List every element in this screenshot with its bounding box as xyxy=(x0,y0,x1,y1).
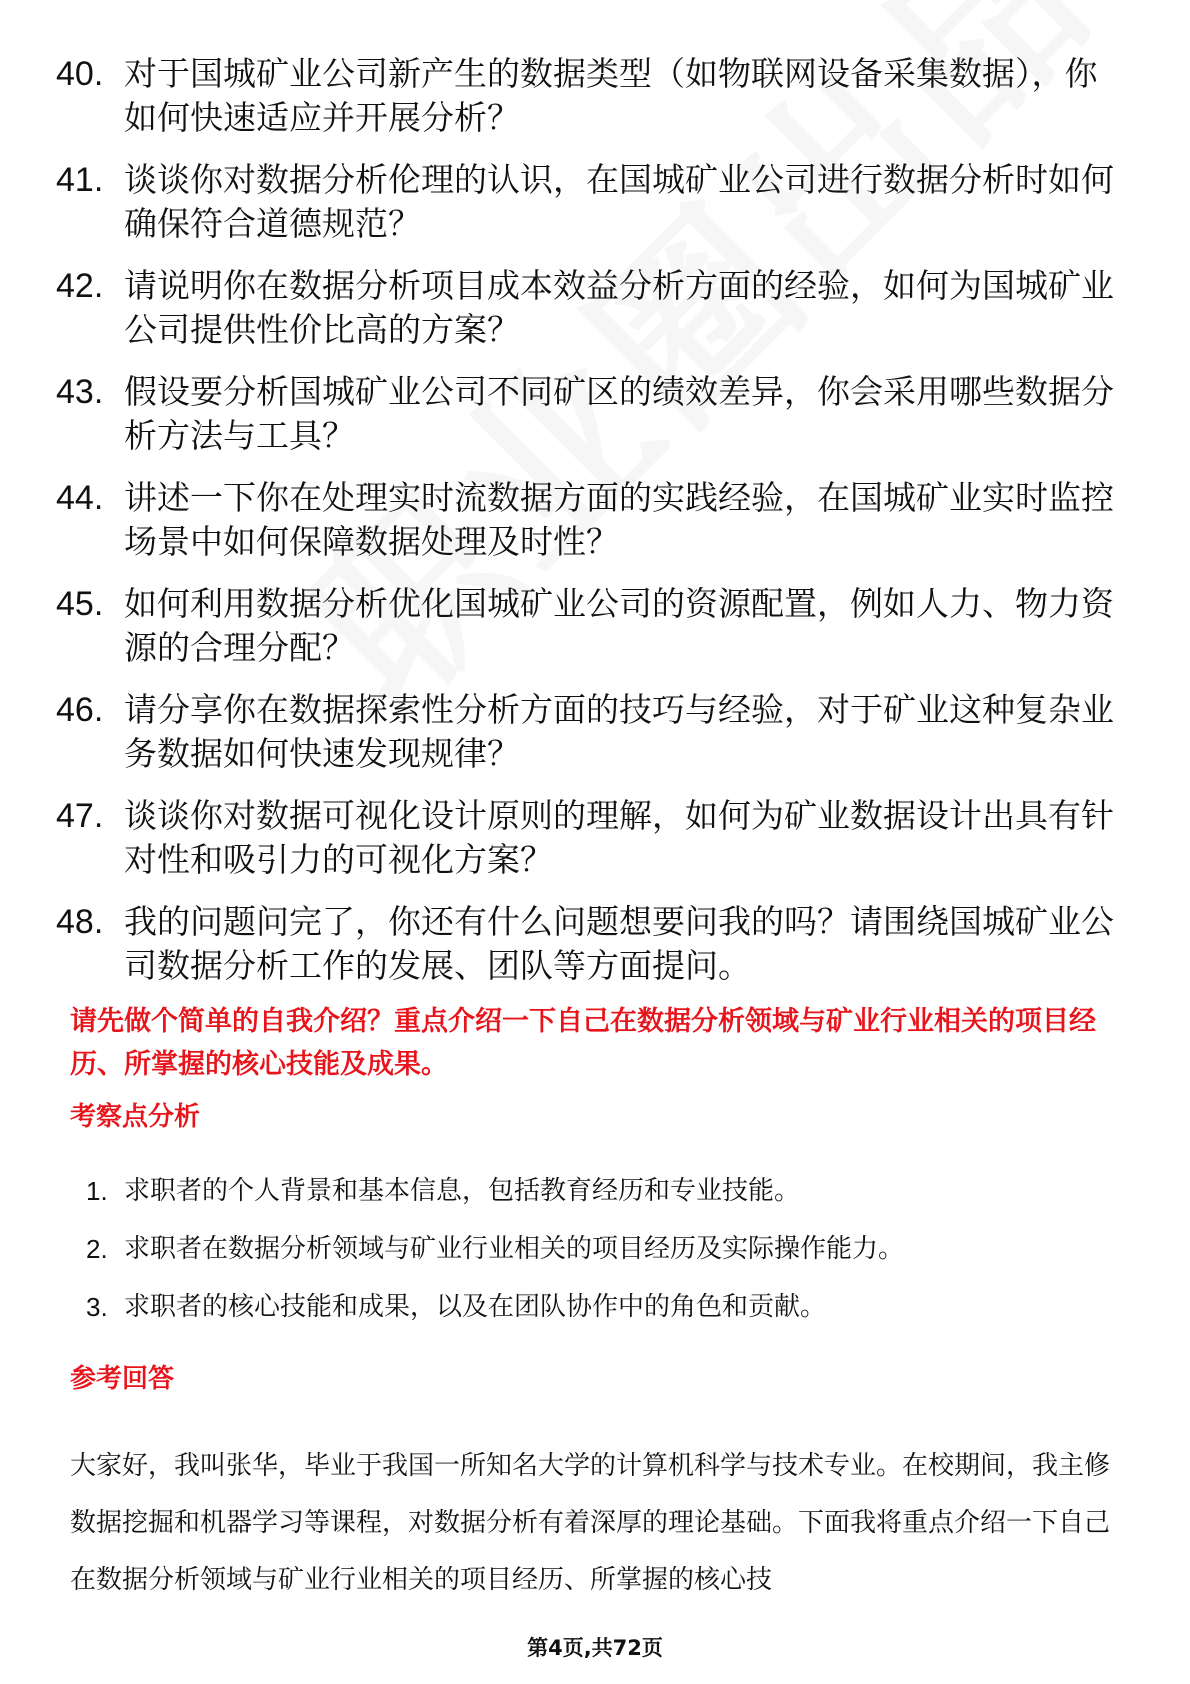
question-number: 40. xyxy=(56,55,104,93)
question-item xyxy=(56,158,1126,246)
question-item xyxy=(56,264,1126,352)
question-text: 我的问题问完了，你还有什么问题想要问我的吗？请围绕国城矿业公司数据分析工作的发展、团队等方面提问。 xyxy=(124,902,1114,985)
question-number: 41. xyxy=(56,161,104,199)
analysis-item xyxy=(86,1173,1126,1209)
question-number: 47. xyxy=(56,797,104,835)
answer-paragraph: 大家好，我叫张华，毕业于我国一所知名大学的计算机科学与技术专业。在校期间，我主修数据挖掘和机器学习等课程，对数据分析有着深厚的理论基础。下面我将重点介绍一下自己在数据分析领域与矿业行业相关的项目经历、所掌握的核心技 xyxy=(70,1451,1111,1595)
question-item xyxy=(56,900,1126,988)
question-list xyxy=(56,52,1126,1006)
analysis-text: 求职者的核心技能和成果，以及在团队协作中的角色和贡献。 xyxy=(124,1292,827,1322)
question-text: 请分享你在数据探索性分析方面的技巧与经验，对于矿业这种复杂业务数据如何快速发现规律？ xyxy=(124,690,1114,773)
question-text: 谈谈你对数据分析伦理的认识，在国城矿业公司进行数据分析时如何确保符合道德规范？ xyxy=(124,160,1114,243)
question-text: 请说明你在数据分析项目成本效益分析方面的经验，如何为国城矿业公司提供性价比高的方案？ xyxy=(124,266,1114,349)
analysis-number: 1. xyxy=(86,1176,108,1206)
question-item xyxy=(56,794,1126,882)
question-item xyxy=(56,688,1126,776)
question-number: 44. xyxy=(56,479,104,517)
analysis-item xyxy=(86,1289,1126,1325)
question-item xyxy=(56,52,1126,140)
question-number: 43. xyxy=(56,373,104,411)
analysis-text: 求职者的个人背景和基本信息，包括教育经历和专业技能。 xyxy=(124,1176,801,1206)
question-item xyxy=(56,582,1126,670)
question-number: 48. xyxy=(56,903,104,941)
analysis-item xyxy=(86,1231,1126,1267)
analysis-heading: 考察点分析 xyxy=(70,1102,201,1132)
question-number: 45. xyxy=(56,585,104,623)
question-item xyxy=(56,476,1126,564)
question-number: 46. xyxy=(56,691,104,729)
question-number: 42. xyxy=(56,267,104,305)
answer-heading: 参考回答 xyxy=(70,1364,175,1394)
question-text: 如何利用数据分析优化国城矿业公司的资源配置，例如人力、物力资源的合理分配？ xyxy=(124,584,1114,667)
question-text: 讲述一下你在处理实时流数据方面的实践经验，在国城矿业实时监控场景中如何保障数据处理及时性？ xyxy=(124,478,1114,561)
question-item xyxy=(56,370,1126,458)
analysis-text: 求职者在数据分析领域与矿业行业相关的项目经历及实际操作能力。 xyxy=(124,1234,905,1264)
question-text: 谈谈你对数据可视化设计原则的理解，如何为矿业数据设计出具有针对性和吸引力的可视化方案？ xyxy=(124,796,1114,879)
question-text: 假设要分析国城矿业公司不同矿区的绩效差异，你会采用哪些数据分析方法与工具？ xyxy=(124,372,1114,455)
page-footer: 第4页,共72页 xyxy=(527,1636,663,1660)
analysis-list xyxy=(86,1173,1126,1347)
analysis-number: 3. xyxy=(86,1292,108,1322)
question-text: 对于国城矿业公司新产生的数据类型（如物联网设备采集数据），你如何快速适应并开展分析？ xyxy=(124,54,1098,137)
featured-question: 请先做个简单的自我介绍？重点介绍一下自己在数据分析领域与矿业行业相关的项目经历、所掌握的核心技能及成果。 xyxy=(70,1006,1096,1080)
analysis-number: 2. xyxy=(86,1234,108,1264)
